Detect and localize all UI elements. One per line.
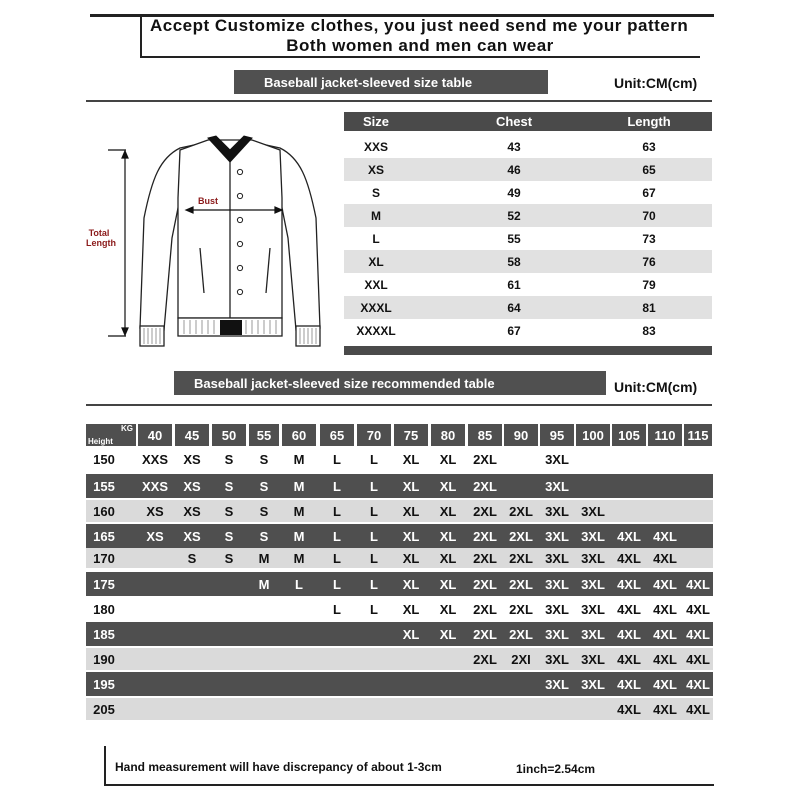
size-cell: XXS: [363, 139, 388, 154]
measurement-note: Hand measurement will have discrepancy of about 1-3cm: [115, 760, 442, 774]
recommended-size-cell: [504, 449, 538, 469]
recommended-size-cell: [249, 598, 279, 620]
recommended-size-cell: 3XL: [581, 503, 605, 519]
recommended-size-cell: 3XL: [545, 651, 569, 667]
recommended-size-cell: [394, 648, 428, 670]
recommended-size-cell: 4XL: [686, 601, 710, 617]
recommended-size-cell: [357, 622, 391, 646]
size-cell: XXL: [364, 277, 388, 292]
recommended-size-cell: XS: [146, 528, 164, 544]
recommended-size-cell: [576, 698, 610, 720]
recommended-size-cell: 3XL: [545, 451, 569, 467]
grid-corner-cell: [86, 424, 136, 446]
recommended-size-cell: 4XL: [653, 576, 677, 592]
size-table-row: [344, 158, 712, 181]
recommended-size-cell: L: [370, 576, 378, 592]
recommended-size-cell: 4XL: [653, 651, 677, 667]
recommended-size-cell: 2XL: [509, 576, 533, 592]
recommended-size-cell: L: [370, 503, 378, 519]
height-label: 185: [93, 626, 115, 642]
unit-conversion-note: 1inch=2.54cm: [516, 762, 596, 776]
recommended-size-cell: L: [333, 503, 341, 519]
recommended-size-cell: 2XL: [509, 550, 533, 566]
height-row: [86, 598, 713, 620]
size-table-footer-bar: [344, 346, 712, 355]
recommended-size-cell: XL: [402, 451, 420, 467]
recommended-size-cell: [394, 672, 428, 696]
chest-cell: 55: [507, 231, 521, 246]
recommended-size-cell: XL: [439, 478, 457, 494]
recommended-size-cell: 2XL: [509, 528, 533, 544]
chest-cell: 49: [507, 185, 521, 200]
recommended-size-cell: 4XL: [653, 601, 677, 617]
recommended-size-cell: [212, 598, 246, 620]
recommended-size-cell: [431, 672, 465, 696]
recommended-size-cell: S: [259, 503, 269, 519]
length-cell: 76: [642, 254, 656, 269]
recommended-size-cell: 4XL: [617, 651, 641, 667]
recommended-size-cell: [138, 548, 172, 568]
recommended-size-cell: L: [333, 478, 341, 494]
header-line-2: Both women and men can wear: [286, 36, 554, 55]
recommended-size-cell: [212, 622, 246, 646]
recommended-size-cell: 4XL: [686, 701, 710, 717]
jacket-outline-image: [80, 128, 342, 354]
recommended-size-cell: [648, 474, 682, 498]
recommended-size-cell: 2XL: [473, 528, 497, 544]
recommended-size-cell: S: [259, 478, 269, 494]
recommended-size-cell: 4XL: [686, 576, 710, 592]
recommended-size-cell: [576, 474, 610, 498]
bust-label: Bust: [198, 196, 218, 206]
height-axis-label: Height: [88, 437, 113, 446]
recommended-size-cell: XL: [402, 503, 420, 519]
recommended-size-cell: 3XL: [581, 676, 605, 692]
recommended-size-cell: 3XL: [545, 503, 569, 519]
recommended-size-cell: [648, 449, 682, 469]
weight-header-cell: 100: [576, 424, 610, 446]
recommended-size-cell: 2XL: [473, 503, 497, 519]
size-table-row: [344, 181, 712, 204]
recommended-size-cell: L: [333, 576, 341, 592]
recommended-size-cell: 3XL: [581, 576, 605, 592]
recommended-table-unit: Unit:CM(cm): [614, 379, 698, 395]
recommended-size-cell: 4XL: [686, 626, 710, 642]
recommended-size-cell: [138, 572, 172, 596]
recommended-size-cell: 2XL: [473, 451, 497, 467]
recommended-size-cell: 4XL: [653, 528, 677, 544]
recommended-size-cell: [684, 474, 712, 498]
recommended-size-cell: XL: [439, 550, 457, 566]
length-cell: 65: [642, 162, 656, 177]
height-label: 190: [93, 651, 115, 667]
size-table: [344, 112, 712, 355]
height-row: [86, 698, 713, 720]
recommended-size-cell: [504, 698, 538, 720]
chest-cell: 46: [507, 162, 521, 177]
size-table-row: [344, 135, 712, 158]
weight-header-cell: 50: [212, 424, 246, 446]
chest-cell: 58: [507, 254, 521, 269]
recommended-size-cell: [431, 698, 465, 720]
recommended-size-cell: 4XL: [653, 676, 677, 692]
recommended-size-cell: [282, 672, 316, 696]
recommended-size-cell: [249, 672, 279, 696]
recommended-size-cell: XS: [183, 528, 201, 544]
recommended-size-cell: [249, 622, 279, 646]
recommended-size-cell: 3XL: [545, 550, 569, 566]
jacket-diagram: [80, 128, 342, 354]
recommended-size-cell: [282, 622, 316, 646]
recommended-size-cell: XS: [183, 503, 201, 519]
recommended-size-cell: [138, 598, 172, 620]
recommended-size-cell: 4XL: [653, 550, 677, 566]
recommended-size-cell: XL: [439, 601, 457, 617]
recommended-size-cell: [612, 449, 646, 469]
recommended-size-cell: 4XL: [686, 676, 710, 692]
recommended-size-cell: [468, 672, 502, 696]
recommended-size-cell: [684, 449, 712, 469]
recommended-size-cell: XXS: [141, 478, 168, 494]
recommended-size-cell: [684, 548, 712, 568]
size-table-row: [344, 204, 712, 227]
recommended-size-cell: XXS: [141, 451, 168, 467]
recommended-size-cell: S: [224, 478, 234, 494]
recommended-size-cell: [212, 648, 246, 670]
height-label: 205: [93, 701, 115, 717]
weight-header-cell: 115: [684, 424, 712, 446]
recommended-size-cell: [684, 524, 712, 548]
recommended-size-cell: L: [333, 601, 341, 617]
size-cell: L: [372, 231, 380, 246]
recommended-size-cell: S: [259, 528, 269, 544]
recommended-table-title: Baseball jacket-sleeved size recommended table: [174, 371, 606, 395]
recommended-size-cell: [175, 672, 209, 696]
length-cell: 73: [642, 231, 656, 246]
total-length-label-2: Length: [86, 238, 116, 248]
size-table-row: [344, 227, 712, 250]
recommended-size-cell: XL: [439, 451, 457, 467]
recommended-size-cell: [212, 572, 246, 596]
recommended-size-cell: [212, 698, 246, 720]
recommended-size-cell: M: [293, 451, 305, 467]
recommended-size-cell: [175, 648, 209, 670]
recommended-size-cell: XL: [402, 550, 420, 566]
recommended-size-cell: [249, 648, 279, 670]
recommended-size-cell: [138, 622, 172, 646]
recommended-size-cell: 2XL: [473, 576, 497, 592]
section-divider: [86, 404, 712, 406]
recommended-size-cell: 3XL: [581, 550, 605, 566]
weight-header-cell: 85: [468, 424, 502, 446]
recommended-size-cell: L: [370, 528, 378, 544]
size-table-header: [344, 112, 712, 131]
size-table-row: [344, 296, 712, 319]
height-row: [86, 548, 713, 568]
recommended-size-cell: [394, 698, 428, 720]
weight-header-cell: 55: [249, 424, 279, 446]
recommended-size-cell: [138, 672, 172, 696]
recommended-size-cell: [612, 474, 646, 498]
jacket-shape: [140, 140, 320, 346]
recommended-size-cell: 4XL: [617, 626, 641, 642]
recommended-size-cell: M: [293, 503, 305, 519]
recommended-size-cell: [282, 698, 316, 720]
size-table-unit: Unit:CM(cm): [614, 75, 698, 91]
recommended-size-cell: XL: [402, 478, 420, 494]
height-label: 150: [93, 451, 115, 467]
height-label: 175: [93, 576, 115, 592]
recommended-size-cell: L: [370, 601, 378, 617]
weight-header-cell: 95: [540, 424, 574, 446]
recommended-size-cell: XL: [439, 528, 457, 544]
recommended-size-cell: S: [224, 550, 234, 566]
waistband-block: [220, 320, 242, 335]
recommended-size-cell: 2XL: [473, 601, 497, 617]
recommended-size-cell: [175, 698, 209, 720]
recommended-size-cell: 4XL: [617, 701, 641, 717]
height-row: [86, 648, 713, 670]
weight-header-cell: 40: [138, 424, 172, 446]
size-cell: M: [371, 208, 381, 223]
recommended-size-cell: XS: [183, 478, 201, 494]
recommended-size-cell: M: [293, 478, 305, 494]
length-cell: 63: [642, 139, 656, 154]
height-row: [86, 524, 713, 548]
recommended-size-cell: 4XL: [617, 550, 641, 566]
recommended-size-cell: 3XL: [581, 626, 605, 642]
recommended-size-cell: [175, 598, 209, 620]
recommended-size-cell: XS: [146, 503, 164, 519]
recommended-size-cell: 3XL: [581, 651, 605, 667]
recommended-size-cell: 2XL: [509, 503, 533, 519]
recommended-size-cell: [684, 500, 712, 522]
recommended-size-cell: XL: [439, 503, 457, 519]
recommended-size-cell: XL: [439, 576, 457, 592]
height-row: [86, 672, 713, 696]
weight-header-cell: 70: [357, 424, 391, 446]
recommended-size-cell: XL: [402, 576, 420, 592]
recommended-size-cell: 3XL: [545, 601, 569, 617]
recommended-size-cell: M: [258, 550, 270, 566]
recommended-size-cell: XS: [183, 451, 201, 467]
size-table-title: Baseball jacket-sleeved size table: [234, 70, 548, 94]
height-label: 160: [93, 503, 115, 519]
weight-header-cell: 105: [612, 424, 646, 446]
weight-header-cell: 75: [394, 424, 428, 446]
size-table-row: [344, 250, 712, 273]
recommended-size-cell: [282, 648, 316, 670]
recommended-size-cell: 2XI: [511, 651, 531, 667]
recommended-size-cell: 4XL: [617, 676, 641, 692]
size-cell: XL: [368, 254, 384, 269]
recommended-size-grid: [86, 422, 713, 722]
recommended-size-cell: [175, 572, 209, 596]
recommended-size-cell: [282, 598, 316, 620]
recommended-size-cell: 4XL: [686, 651, 710, 667]
length-cell: 67: [642, 185, 656, 200]
recommended-size-cell: 2XL: [473, 626, 497, 642]
recommended-size-cell: M: [293, 528, 305, 544]
recommended-size-cell: [175, 622, 209, 646]
recommended-size-cell: 3XL: [545, 626, 569, 642]
size-cell: XXXL: [360, 300, 392, 315]
size-table-row: [344, 319, 712, 342]
recommended-size-cell: [504, 474, 538, 498]
weight-header-cell: 65: [320, 424, 354, 446]
recommended-size-cell: [648, 500, 682, 522]
column-header-length: Length: [627, 114, 671, 129]
recommended-size-cell: [468, 698, 502, 720]
recommended-size-cell: 4XL: [617, 601, 641, 617]
recommended-size-cell: [249, 698, 279, 720]
recommended-size-cell: XL: [402, 601, 420, 617]
recommended-size-cell: [138, 698, 172, 720]
recommended-size-cell: 4XL: [617, 576, 641, 592]
weight-header-cell: 110: [648, 424, 682, 446]
height-row: [86, 622, 713, 646]
recommended-size-cell: [576, 449, 610, 469]
weight-header-cell: 80: [431, 424, 465, 446]
recommended-size-cell: L: [333, 528, 341, 544]
recommended-size-cell: S: [259, 451, 269, 467]
height-row: [86, 474, 713, 498]
recommended-size-cell: 2XL: [473, 651, 497, 667]
recommended-size-cell: 3XL: [545, 528, 569, 544]
header-line-1: Accept Customize clothes, you just need send me your pattern: [150, 16, 689, 35]
column-header-size: Size: [362, 114, 389, 129]
recommended-size-cell: S: [187, 550, 197, 566]
recommended-size-cell: XL: [402, 528, 420, 544]
recommended-size-cell: 3XL: [545, 676, 569, 692]
length-cell: 83: [642, 323, 656, 338]
recommended-size-cell: 3XL: [545, 478, 569, 494]
recommended-size-cell: 4XL: [653, 626, 677, 642]
height-row: [86, 572, 713, 596]
recommended-size-cell: L: [333, 451, 341, 467]
recommended-size-cell: L: [370, 451, 378, 467]
recommended-size-cell: [431, 648, 465, 670]
chest-cell: 67: [507, 323, 521, 338]
height-label: 165: [93, 528, 115, 544]
recommended-size-cell: 2XL: [509, 626, 533, 642]
recommended-size-cell: 3XL: [581, 601, 605, 617]
recommended-size-cell: [540, 698, 574, 720]
recommended-size-cell: 4XL: [653, 701, 677, 717]
recommended-size-cell: 2XL: [473, 478, 497, 494]
chest-cell: 64: [507, 300, 521, 315]
recommended-size-cell: [138, 648, 172, 670]
weight-header-cell: 90: [504, 424, 538, 446]
recommended-size-cell: L: [295, 576, 303, 592]
recommended-size-cell: M: [258, 576, 270, 592]
section-divider: [86, 100, 712, 102]
recommended-size-cell: XL: [439, 626, 457, 642]
recommended-size-cell: [612, 500, 646, 522]
recommended-size-cell: 3XL: [581, 528, 605, 544]
recommended-size-cell: [320, 698, 354, 720]
recommended-size-cell: [357, 672, 391, 696]
size-table-row: [344, 273, 712, 296]
recommended-size-cell: 2XL: [509, 601, 533, 617]
recommended-size-cell: M: [293, 550, 305, 566]
recommended-size-cell: L: [333, 550, 341, 566]
recommended-size-cell: XL: [402, 626, 420, 642]
column-header-chest: Chest: [495, 114, 533, 129]
length-cell: 81: [642, 300, 656, 315]
recommended-size-cell: [320, 648, 354, 670]
recommended-size-cell: 2XL: [473, 550, 497, 566]
chest-cell: 61: [507, 277, 521, 292]
weight-header-cell: 60: [282, 424, 316, 446]
recommended-size-cell: 3XL: [545, 576, 569, 592]
recommended-size-cell: L: [370, 550, 378, 566]
recommended-size-cell: [504, 672, 538, 696]
length-cell: 79: [642, 277, 656, 292]
weight-header-cell: 45: [175, 424, 209, 446]
height-label: 195: [93, 676, 115, 692]
recommended-size-cell: S: [224, 528, 234, 544]
height-row: [86, 449, 713, 469]
recommended-size-cell: S: [224, 503, 234, 519]
length-cell: 70: [642, 208, 656, 223]
recommended-size-cell: L: [370, 478, 378, 494]
recommended-size-cell: 4XL: [617, 528, 641, 544]
recommended-size-cell: [320, 622, 354, 646]
height-label: 170: [93, 550, 115, 566]
chest-cell: 43: [507, 139, 521, 154]
recommended-size-cell: [212, 672, 246, 696]
size-cell: S: [371, 185, 380, 200]
size-cell: XXXXL: [356, 323, 396, 338]
height-label: 155: [93, 478, 115, 494]
recommended-size-cell: [357, 648, 391, 670]
recommended-size-cell: S: [224, 451, 234, 467]
size-cell: XS: [367, 162, 384, 177]
height-row: [86, 500, 713, 522]
recommended-size-cell: [357, 698, 391, 720]
recommended-size-cell: [320, 672, 354, 696]
total-length-label-1: Total: [88, 228, 110, 238]
weight-axis-label: KG: [121, 424, 133, 433]
height-label: 180: [93, 601, 115, 617]
chest-cell: 52: [507, 208, 521, 223]
